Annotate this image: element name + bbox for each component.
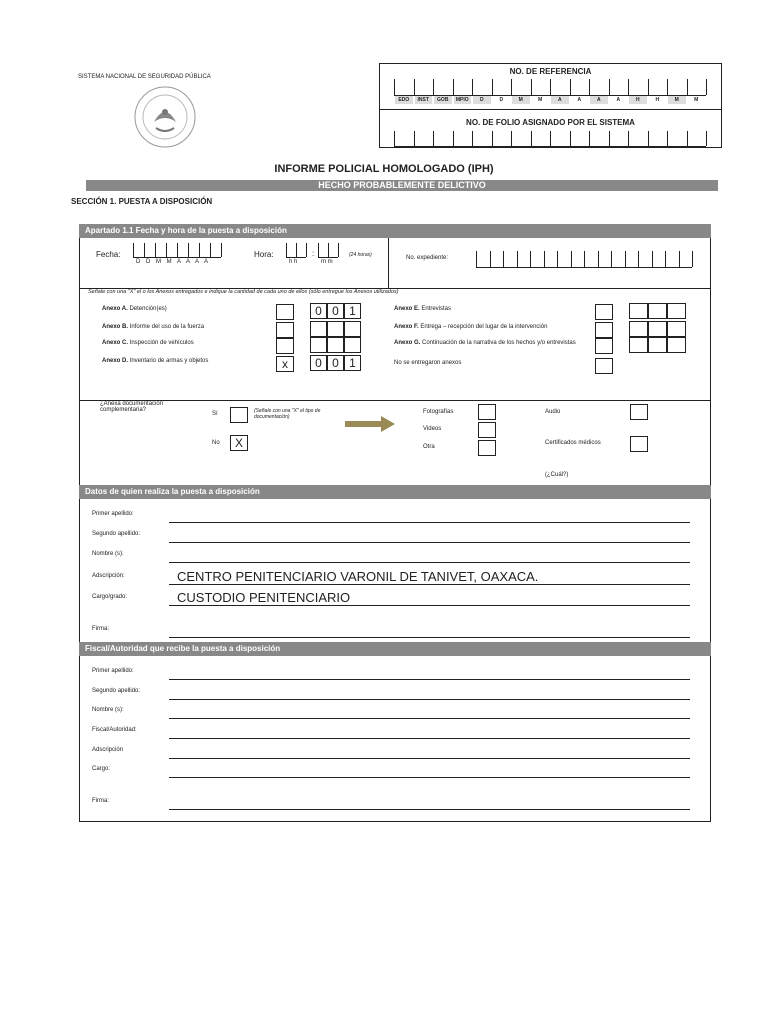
exp-box-tick (503, 251, 504, 267)
anexo-checkbox[interactable] (595, 358, 613, 374)
certificados-label: Certificados médicos (545, 440, 601, 446)
exp-box-tick (571, 251, 572, 267)
fiscal-field-line[interactable] (169, 699, 690, 700)
audio-checkbox[interactable] (630, 404, 648, 420)
anexo-qty-box[interactable] (310, 337, 327, 353)
anexo-left-label: Anexo C. Inspección de vehículos (102, 340, 194, 346)
fiscal-field-line[interactable] (169, 718, 690, 719)
doc-no-checkbox[interactable]: X (230, 435, 248, 451)
otra-checkbox[interactable] (478, 440, 496, 456)
fiscal-field-label: Adscripción (92, 747, 124, 753)
national-seal (132, 84, 198, 150)
fecha-box-tick (188, 243, 189, 257)
exp-box-tick (638, 251, 639, 267)
otra-label: Otra (423, 444, 435, 450)
certificados-checkbox[interactable] (630, 436, 648, 452)
anexo-left-label: Anexo D. Inventario de armas y objetos (102, 358, 209, 364)
folio-box-tick (628, 131, 629, 146)
anexo-right-label: Anexo F. Entrega – recepción del lugar de la intervención (394, 324, 548, 330)
doc-si-checkbox[interactable] (230, 407, 248, 423)
folio-box-tick (394, 131, 395, 146)
fecha-box-tick (177, 243, 178, 257)
hora-hint-m: m m (321, 259, 333, 265)
ref-box-tick (628, 79, 629, 95)
anexo-qty-box[interactable]: 0 (310, 303, 327, 319)
doc-si-label: Sí (212, 411, 218, 417)
ref-box-tick (667, 79, 668, 95)
arrow-icon (345, 416, 395, 437)
fecha-hint: D D M M A A A A (136, 259, 211, 265)
quien-field-label: Cargo/grado: (92, 594, 128, 600)
doc-note: (Señale con una "X" el tipo de documentación) (254, 408, 321, 420)
quien-field-line[interactable] (169, 584, 690, 585)
anexo-qty-box[interactable]: 1 (344, 303, 361, 319)
exp-box-tick (611, 251, 612, 267)
ref-box-tick (706, 79, 707, 95)
ref-box-tick (609, 79, 610, 95)
section-title: SECCIÓN 1. PUESTA A DISPOSICIÓN (71, 197, 213, 206)
fecha-box-tick (210, 243, 211, 257)
quien-field-line[interactable] (169, 522, 690, 523)
ref-box-tick (511, 79, 512, 95)
anexo-checkbox[interactable] (595, 338, 613, 354)
quien-field-label: Nombre (s): (92, 551, 124, 557)
folio-box-tick (706, 131, 707, 146)
ref-code-label: A (571, 96, 589, 104)
ref-box-tick (687, 79, 688, 95)
quien-field-value: CENTRO PENITENCIARIO VARONIL DE TANIVET, OAXACA. (177, 569, 539, 584)
anexos-instruction: Señale con una "X" el o los Anexos entregados e indique la cantidad de cada uno de ellos (sólo entregue los Anexos utilizados) (88, 289, 399, 295)
anexo-checkbox[interactable] (595, 304, 613, 320)
exp-box-tick (625, 251, 626, 267)
ref-box-tick (453, 79, 454, 95)
anexo-left-label: Anexo A. Detención(es) (102, 306, 167, 312)
anexo-right-label: Anexo G. Continuación de la narrativa de los hechos y/o entrevistas (394, 340, 576, 346)
quien-field-label: Segundo apellido: (92, 531, 141, 537)
exp-box-tick (557, 251, 558, 267)
doc-question: ¿Anexa documentación complementaria? (100, 401, 164, 413)
fecha-box-tick (144, 243, 145, 257)
hora-note: (24 horas) (349, 252, 372, 258)
reference-title: NO. DE REFERENCIA (509, 67, 592, 76)
quien-field-label: Adscripción: (92, 573, 125, 579)
folio-box-tick (511, 131, 512, 146)
anexo-qty-box[interactable] (327, 321, 344, 337)
fotos-checkbox[interactable] (478, 404, 496, 420)
hora-m-box-tick (318, 243, 319, 257)
anexo-qty-box[interactable] (344, 321, 361, 337)
exp-box-tick (517, 251, 518, 267)
ref-code-label: D (493, 96, 511, 104)
fiscal-field-line[interactable] (169, 738, 690, 739)
quien-field-label: Firma: (92, 626, 109, 632)
hora-m-box-tick (328, 243, 329, 257)
fiscal-field-label: Fiscal/Autoridad: (92, 727, 137, 733)
anexo-qty-box[interactable] (648, 337, 667, 353)
folio-box-tick (589, 131, 590, 146)
ref-box-tick (492, 79, 493, 95)
exp-box-tick (584, 251, 585, 267)
ref-box-tick (550, 79, 551, 95)
anexo-qty-box[interactable]: 0 (310, 355, 327, 371)
exp-box-tick (530, 251, 531, 267)
exp-box-tick (692, 251, 693, 267)
quien-field-line[interactable] (169, 542, 690, 543)
exp-box-tick (544, 251, 545, 267)
folio-box-tick (667, 131, 668, 146)
cual-label: (¿Cuál?) (545, 472, 569, 478)
fecha-box-tick (221, 243, 222, 257)
exp-box-baseline (476, 267, 692, 268)
ref-box-tick (472, 79, 473, 95)
anexo-qty-box[interactable] (629, 337, 648, 353)
ref-box-tick (570, 79, 571, 95)
fecha-box-tick (155, 243, 156, 257)
anexo-qty-box[interactable]: 1 (344, 355, 361, 371)
fiscal-field-label: Firma: (92, 798, 109, 804)
exp-box-tick (665, 251, 666, 267)
exp-box-tick (679, 251, 680, 267)
folio-box-tick (687, 131, 688, 146)
anexo-qty-box[interactable]: 0 (327, 303, 344, 319)
folio-box-tick (453, 131, 454, 146)
ref-box-tick (414, 79, 415, 95)
ref-box-tick (648, 79, 649, 95)
quien-field-line[interactable] (169, 562, 690, 563)
fiscal-field-label: Nombre (s): (92, 707, 124, 713)
videos-label: Videos (423, 426, 442, 432)
anexo-right-label: Anexo E. Entrevistas (394, 306, 452, 312)
ref-code-label: H (629, 96, 647, 104)
fiscal-field-label: Segundo apellido: (92, 688, 141, 694)
agency-name: SISTEMA NACIONAL DE SEGURIDAD PÚBLICA (78, 74, 211, 80)
quien-field-value: CUSTODIO PENITENCIARIO (177, 590, 351, 605)
doc-no-label: No (212, 440, 220, 446)
anexo-checkbox[interactable] (276, 338, 294, 354)
anexo-left-label: Anexo B. Informe del uso de la fuerza (102, 324, 205, 330)
folio-box-tick (472, 131, 473, 146)
hora-hint-h: h h (289, 259, 298, 265)
folio-box-tick (414, 131, 415, 146)
fecha-box-baseline (133, 257, 221, 258)
ref-code-label: A (551, 96, 569, 104)
form-subtitle: HECHO PROBABLEMENTE DELICTIVO (86, 180, 718, 191)
exp-box-tick (490, 251, 491, 267)
fiscal-field-line[interactable] (169, 679, 690, 680)
anexo-checkbox[interactable] (276, 304, 294, 320)
exp-box-tick (652, 251, 653, 267)
anexo-checkbox[interactable]: x (276, 356, 294, 372)
ref-box-tick (589, 79, 590, 95)
videos-checkbox[interactable] (478, 422, 496, 438)
fiscal-field-label: Cargo: (92, 766, 111, 772)
folio-box-tick (609, 131, 610, 146)
hora-h-box-tick (306, 243, 307, 257)
ref-code-label: A (610, 96, 628, 104)
ref-code-label: EDO (395, 96, 413, 104)
ref-box-tick (433, 79, 434, 95)
apartado-bar: Apartado 1.1 Fecha y hora de la puesta a disposición (79, 224, 711, 238)
hora-m-box-tick (338, 243, 339, 257)
folio-box-tick (531, 131, 532, 146)
fotos-label: Fotografías (423, 409, 454, 415)
ref-code-label: M (532, 96, 550, 104)
ref-box-tick (394, 79, 395, 95)
form-title: INFORME POLICIAL HOMOLOGADO (IPH) (274, 163, 494, 175)
ref-code-label: M (668, 96, 686, 104)
hora-label: Hora: (254, 250, 274, 259)
fecha-box-tick (133, 243, 134, 257)
anexo-qty-box[interactable] (629, 321, 648, 337)
fiscal-field-line[interactable] (169, 809, 690, 810)
ref-code-label: INST (415, 96, 433, 104)
hora-colon: : (312, 249, 315, 258)
anexo-qty-box[interactable] (667, 337, 686, 353)
folio-title: NO. DE FOLIO ASIGNADO POR EL SISTEMA (466, 118, 635, 127)
anexo-right-label: No se entregaron anexos (394, 360, 462, 366)
fiscal-field-line[interactable] (169, 758, 690, 759)
ref-code-label: GOB (434, 96, 452, 104)
folio-box-tick (433, 131, 434, 146)
ref-code-label: M (512, 96, 530, 104)
expediente-label: No. expediente: (406, 255, 449, 261)
ref-code-label: H (649, 96, 667, 104)
anexo-qty-box[interactable] (344, 337, 361, 353)
exp-box-tick (598, 251, 599, 267)
anexo-qty-box[interactable] (629, 303, 648, 319)
anexo-qty-box[interactable] (648, 303, 667, 319)
folio-box-tick (648, 131, 649, 146)
exp-box-tick (476, 251, 477, 267)
anexo-checkbox[interactable] (276, 322, 294, 338)
main-frame (79, 224, 711, 822)
fecha-label: Fecha: (96, 250, 121, 259)
ref-box-tick (531, 79, 532, 95)
hora-h-box-tick (296, 243, 297, 257)
fiscal-field-line[interactable] (169, 777, 690, 778)
anexo-qty-box[interactable]: 0 (327, 355, 344, 371)
hora-h-box-tick (286, 243, 287, 257)
quien-field-line[interactable] (169, 637, 690, 638)
hora-m-box-baseline (318, 257, 338, 258)
ref-code-label: MPIO (454, 96, 472, 104)
fecha-box-tick (199, 243, 200, 257)
anexo-qty-box[interactable] (667, 321, 686, 337)
fiscal-bar: Fiscal/Autoridad que recibe la puesta a disposición (79, 642, 711, 656)
anexo-qty-box[interactable] (667, 303, 686, 319)
quien-field-line[interactable] (169, 605, 690, 606)
anexo-checkbox[interactable] (595, 322, 613, 338)
folio-box-baseline (394, 146, 706, 147)
folio-box-tick (570, 131, 571, 146)
folio-box-tick (492, 131, 493, 146)
anexo-qty-box[interactable] (327, 337, 344, 353)
anexo-qty-box[interactable] (648, 321, 667, 337)
ref-code-label: D (473, 96, 491, 104)
folio-box-tick (550, 131, 551, 146)
ref-code-label: A (590, 96, 608, 104)
fecha-box-tick (166, 243, 167, 257)
anexo-qty-box[interactable] (310, 321, 327, 337)
quien-field-label: Primer apellido: (92, 511, 134, 517)
hora-h-box-baseline (286, 257, 306, 258)
ref-code-label: M (688, 96, 706, 104)
quien-bar: Datos de quien realiza la puesta a disposición (79, 485, 711, 499)
fiscal-field-label: Primer apellido: (92, 668, 134, 674)
audio-label: Audio (545, 409, 561, 415)
